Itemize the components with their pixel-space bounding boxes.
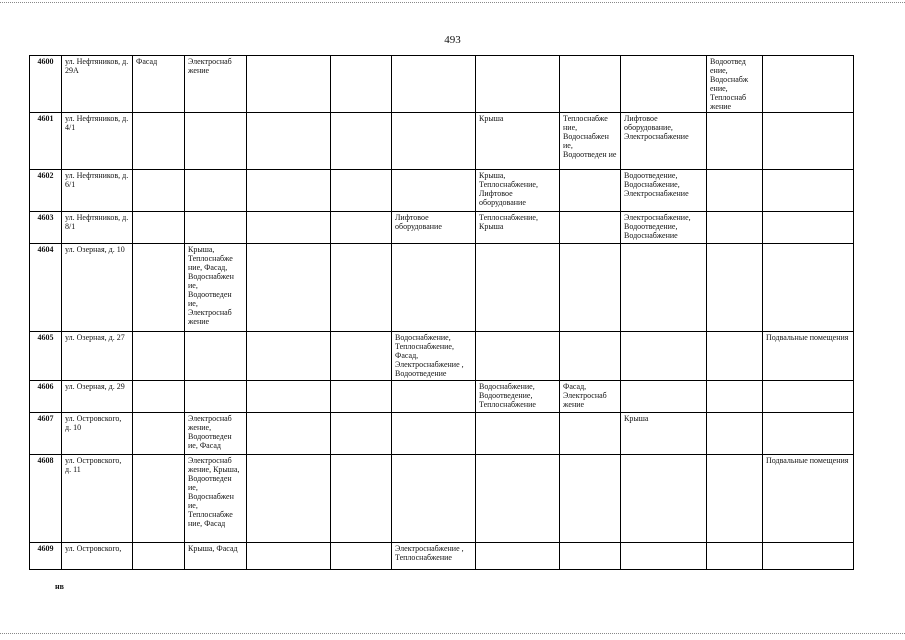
table-cell: ул. Нефтяников, д. 6/1 xyxy=(62,170,133,212)
table-row xyxy=(30,244,854,332)
table-cell xyxy=(331,244,392,332)
scan-edge-top xyxy=(0,2,905,3)
table-cell xyxy=(707,212,763,244)
table-cell xyxy=(247,455,331,543)
table-cell xyxy=(185,170,247,212)
table-cell: Крыша, Теплоснабжение, Лифтовое оборудование xyxy=(476,170,560,212)
table-cell xyxy=(560,455,621,543)
table-cell: ул. Озерная, д. 27 xyxy=(62,332,133,381)
table-cell xyxy=(707,381,763,413)
table-cell xyxy=(331,170,392,212)
table-cell xyxy=(247,170,331,212)
table-cell xyxy=(185,332,247,381)
table-cell xyxy=(133,455,185,543)
table-cell: Водоотведение, Водоснабжение, Электроснабжение xyxy=(621,170,707,212)
table-row xyxy=(30,413,854,455)
table-cell xyxy=(392,413,476,455)
table-cell: ул. Островского, д. 10 xyxy=(62,413,133,455)
table-cell: Электроснаб жение xyxy=(185,56,247,113)
table-cell: Крыша xyxy=(476,113,560,170)
table-cell xyxy=(247,381,331,413)
table-cell xyxy=(392,170,476,212)
table-cell: Водоснабжение, Теплоснабжение, Фасад, Электроснабжение , Водоотведение xyxy=(392,332,476,381)
table-cell xyxy=(560,413,621,455)
row-number: 4607 xyxy=(30,413,62,455)
table-cell: Теплоснабже ние, Водоснабжен ие, Водоотведен ие xyxy=(560,113,621,170)
table-cell: Электроснаб жение, Водоотведен ие, Фасад xyxy=(185,413,247,455)
table-cell: Подвальные помещения xyxy=(763,332,854,381)
table-cell: Крыша, Теплоснабже ние, Фасад, Водоснабжен ие, Водоотведен ие, Электроснаб жение xyxy=(185,244,247,332)
table-cell xyxy=(560,212,621,244)
table-cell xyxy=(331,543,392,570)
table-cell: Водоснабжение, Водоотведение, Теплоснабжение xyxy=(476,381,560,413)
table-cell xyxy=(133,244,185,332)
table-row xyxy=(30,113,854,170)
table-cell: Крыша xyxy=(621,413,707,455)
table-cell xyxy=(707,244,763,332)
table-cell xyxy=(331,56,392,113)
table-cell: Крыша, Фасад xyxy=(185,543,247,570)
table-cell xyxy=(476,543,560,570)
table-cell xyxy=(560,332,621,381)
table-row xyxy=(30,332,854,381)
row-number: 4600 xyxy=(30,56,62,113)
table-cell: Фасад, Электроснаб жение xyxy=(560,381,621,413)
table-cell xyxy=(392,455,476,543)
table-cell xyxy=(133,413,185,455)
table-cell xyxy=(331,381,392,413)
table-cell xyxy=(247,244,331,332)
table-cell: ул. Островского, xyxy=(62,543,133,570)
table-cell xyxy=(133,381,185,413)
table-cell xyxy=(247,543,331,570)
table-cell xyxy=(247,113,331,170)
table-cell xyxy=(247,212,331,244)
table-cell: Фасад xyxy=(133,56,185,113)
table-row xyxy=(30,543,854,570)
table-cell xyxy=(185,381,247,413)
table-cell: ул. Озерная, д. 10 xyxy=(62,244,133,332)
row-number: 4608 xyxy=(30,455,62,543)
table-cell xyxy=(763,56,854,113)
table-cell xyxy=(476,332,560,381)
table-cell: ул. Нефтяников, д. 29А xyxy=(62,56,133,113)
page-number: 493 xyxy=(444,34,461,46)
table-cell xyxy=(707,170,763,212)
table-cell xyxy=(621,56,707,113)
table-cell xyxy=(392,244,476,332)
table-cell xyxy=(763,413,854,455)
table-cell xyxy=(621,455,707,543)
table-cell xyxy=(133,332,185,381)
table-body xyxy=(30,56,854,570)
table-cell xyxy=(476,56,560,113)
table-cell xyxy=(621,332,707,381)
table-cell xyxy=(707,332,763,381)
table-row xyxy=(30,56,854,113)
table-cell xyxy=(133,170,185,212)
table-cell xyxy=(560,543,621,570)
table-cell xyxy=(476,413,560,455)
table-cell xyxy=(185,113,247,170)
table-cell: ул. Нефтяников, д. 8/1 xyxy=(62,212,133,244)
row-number: 4605 xyxy=(30,332,62,381)
table-cell xyxy=(331,212,392,244)
table-cell xyxy=(476,244,560,332)
table-cell xyxy=(763,113,854,170)
table-cell xyxy=(560,170,621,212)
table-cell xyxy=(763,244,854,332)
table-cell xyxy=(476,455,560,543)
scan-edge-bottom xyxy=(0,633,905,634)
table-row xyxy=(30,455,854,543)
table-cell xyxy=(560,56,621,113)
table-cell xyxy=(247,413,331,455)
table-cell: ул. Нефтяников, д. 4/1 xyxy=(62,113,133,170)
table-cell xyxy=(392,56,476,113)
table-cell xyxy=(331,113,392,170)
table-cell xyxy=(560,244,621,332)
table-cell xyxy=(133,543,185,570)
row-number: 4604 xyxy=(30,244,62,332)
table-row xyxy=(30,381,854,413)
table-cell: Электроснаб жение, Крыша, Водоотведен ие, Водоснабжен ие, Теплоснабже ние, Фасад xyxy=(185,455,247,543)
table-cell xyxy=(763,381,854,413)
row-number: 4609 xyxy=(30,543,62,570)
table-cell xyxy=(621,244,707,332)
row-number: 4601 xyxy=(30,113,62,170)
table-cell: Электроснабжение , Теплоснабжение xyxy=(392,543,476,570)
table-cell xyxy=(707,543,763,570)
table-cell xyxy=(133,212,185,244)
table-cell xyxy=(331,413,392,455)
row-number: 4603 xyxy=(30,212,62,244)
table-cell: Электроснабжение, Водоотведение, Водоснабжение xyxy=(621,212,707,244)
table-cell xyxy=(707,113,763,170)
table-cell: ул. Озерная, д. 29 xyxy=(62,381,133,413)
table-cell xyxy=(621,543,707,570)
table-cell xyxy=(707,455,763,543)
table-cell xyxy=(707,413,763,455)
table-cell: ул. Островского, д. 11 xyxy=(62,455,133,543)
table-cell xyxy=(331,332,392,381)
row-number: 4602 xyxy=(30,170,62,212)
table-row xyxy=(30,170,854,212)
footer-mark: нв xyxy=(55,582,64,591)
table-cell xyxy=(247,56,331,113)
table-cell xyxy=(133,113,185,170)
table-cell: Подвальные помещения xyxy=(763,455,854,543)
table-cell xyxy=(621,381,707,413)
table-cell xyxy=(247,332,331,381)
table-cell xyxy=(185,212,247,244)
table-cell xyxy=(763,170,854,212)
table-cell xyxy=(331,455,392,543)
table-cell: Лифтовое оборудование xyxy=(392,212,476,244)
table-cell: Теплоснабжение, Крыша xyxy=(476,212,560,244)
table-cell xyxy=(392,381,476,413)
row-number: 4606 xyxy=(30,381,62,413)
allocation-table xyxy=(29,55,854,570)
table-cell xyxy=(763,543,854,570)
table-cell: Лифтовое оборудование, Электроснабжение xyxy=(621,113,707,170)
table-cell xyxy=(392,113,476,170)
table-cell xyxy=(763,212,854,244)
table-row xyxy=(30,212,854,244)
table-cell: Водоотвед ение, Водоснабж ение, Теплоснаб жение xyxy=(707,56,763,113)
